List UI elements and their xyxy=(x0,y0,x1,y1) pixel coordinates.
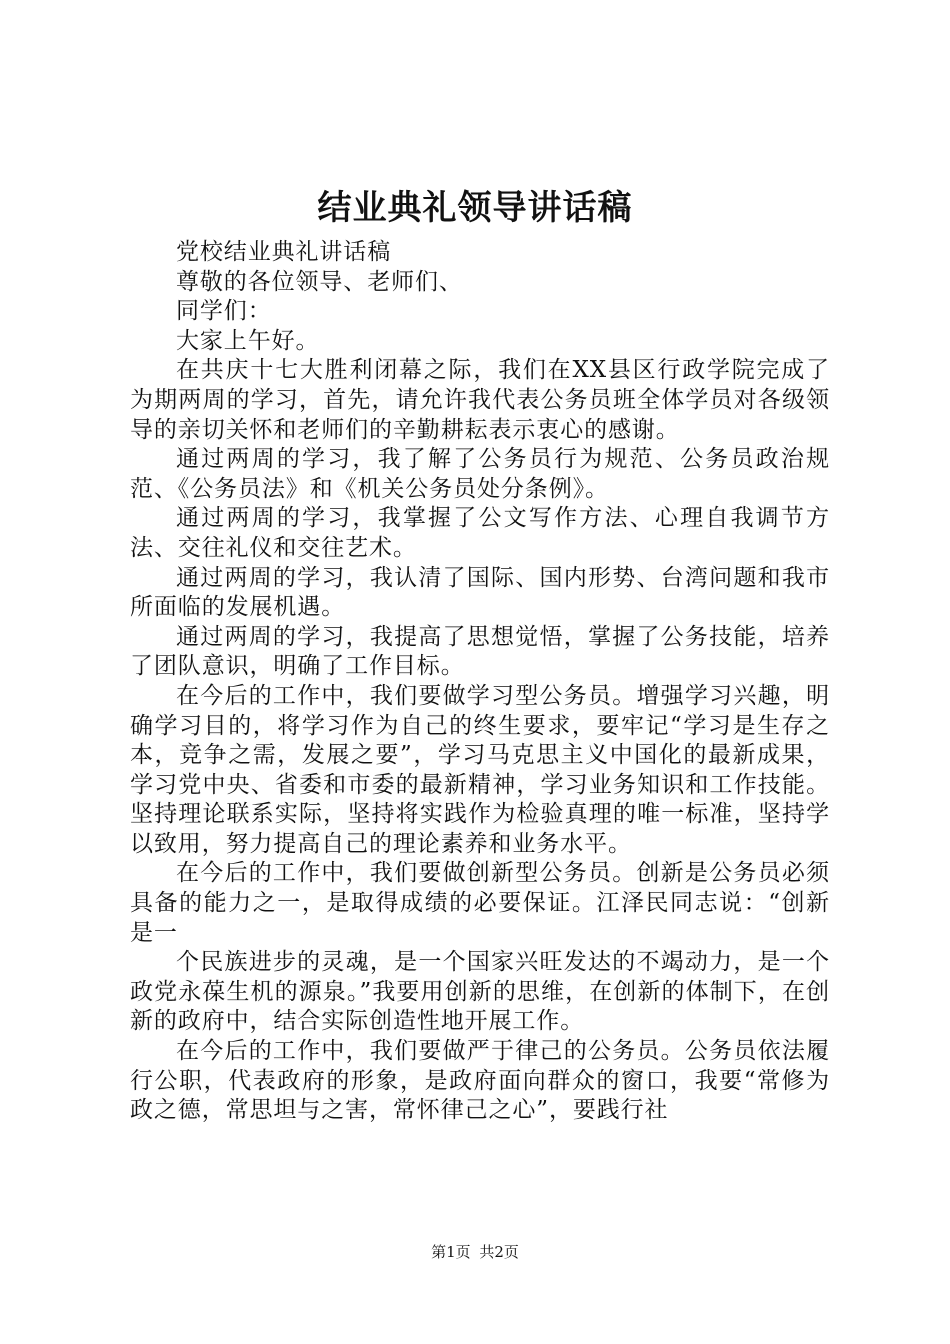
document-body xyxy=(130,238,830,1126)
paragraph: 在今后的工作中，我们要做学习型公务员。增强学习兴趣，明确学习目的，将学习作为自己的终生要求，要牢记“学习是生存之本，竞争之需，发展之要”，学习马克思主义中国化的最新成果，学习党中央、省委和市委的最新精神，学习业务知识和工作技能。坚持理论联系实际，坚持将实践作为检验真理的唯一标准，坚持学以致用，努力提高自己的理论素养和业务水平。 xyxy=(130,682,830,857)
paragraph: 通过两周的学习，我提高了思想觉悟，掌握了公务技能，培养了团队意识，明确了工作目标。 xyxy=(130,623,830,680)
paragraph: 通过两周的学习，我了解了公务员行为规范、公务员政治规范、《公务员法》和《机关公务员处分条例》。 xyxy=(130,446,830,502)
document-title: 结业典礼领导讲话稿 xyxy=(317,188,633,228)
paragraph-subtitle: 党校结业典礼讲话稿 xyxy=(176,239,392,265)
page-number: 第1页 xyxy=(431,1243,471,1261)
paragraph-greeting: 大家上午好。 xyxy=(176,327,320,354)
paragraph-salutation-cont: 同学们： xyxy=(176,298,272,325)
paragraph: 在共庆十七大胜利闭幕之际，我们在XX县区行政学院完成了为期两周的学习，首先，请允许我代表公务员班全体学员对各级领导的亲切关怀和老师们的辛勤耕耘表示衷心的感谢。 xyxy=(130,357,830,443)
paragraph: 在今后的工作中，我们要做严于律己的公务员。公务员依法履行公职，代表政府的形象，是政府面向群众的窗口，我要“常修为政之德，常思坦与之害，常怀律己之心”，要践行社 xyxy=(130,1038,830,1124)
paragraph: 在今后的工作中，我们要做创新型公务员。创新是公务员必须具备的能力之一，是取得成绩的必要保证。江泽民同志说：“创新是一 xyxy=(130,860,830,946)
paragraph-salutation: 尊敬的各位领导、老师们、 xyxy=(176,268,463,295)
paragraph: 个民族进步的灵魂，是一个国家兴旺发达的不竭动力，是一个政党永葆生机的源泉。”我要用创新的思维，在创新的体制下，在创新的政府中，结合实际创造性地开展工作。 xyxy=(130,949,830,1035)
page-total: 共2页 xyxy=(479,1243,519,1261)
paragraph: 通过两周的学习，我掌握了公文写作方法、心理自我调节方法、交往礼仪和交往艺术。 xyxy=(130,505,830,561)
page-footer xyxy=(0,1242,950,1262)
paragraph: 通过两周的学习，我认清了国际、国内形势、台湾问题和我市所面临的发展机遇。 xyxy=(130,564,830,621)
